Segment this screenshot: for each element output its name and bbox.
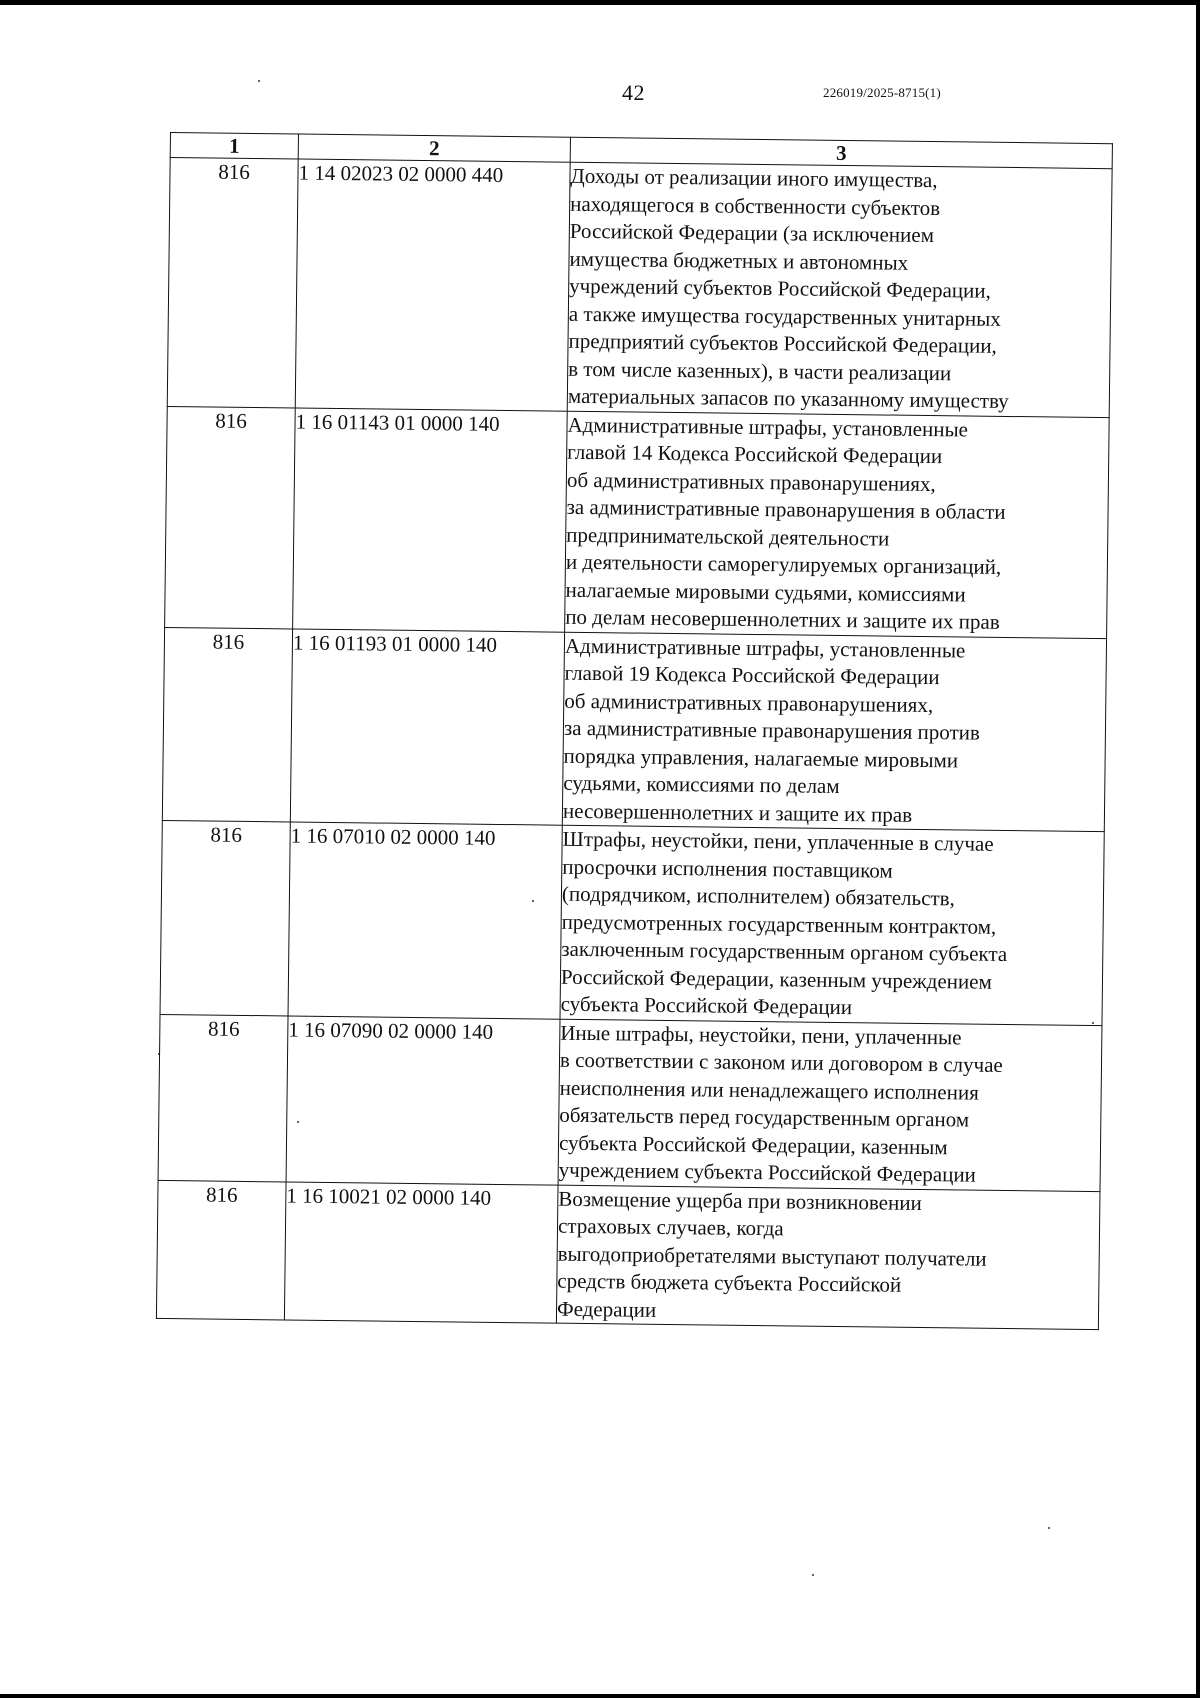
description-line: в соответствии с законом или договором в случае bbox=[559, 1047, 1003, 1077]
column-header-1: 1 bbox=[170, 133, 298, 160]
table-row bbox=[156, 1180, 1100, 1330]
description-line: за административные правонарушения против bbox=[563, 715, 981, 745]
table-row bbox=[165, 406, 1110, 638]
description-line: просрочки исполнения поставщиком bbox=[562, 854, 893, 883]
description-cell bbox=[567, 162, 1112, 417]
scan-speck bbox=[258, 80, 260, 82]
description-line: учреждением субъекта Российской Федерации bbox=[558, 1157, 977, 1187]
description-line: несовершеннолетних и защите их прав bbox=[562, 798, 913, 827]
description-line: предприятий субъектов Российской Федерации, bbox=[568, 328, 997, 358]
description-line: об административных правонарушениях, bbox=[564, 688, 934, 717]
description-line: судьями, комиссиями по делам bbox=[563, 770, 840, 798]
description-line: заключенным государственным органом субъекта bbox=[561, 936, 1008, 966]
description-line: (подрядчиком, исполнителем) обязательств, bbox=[561, 881, 956, 911]
description-line: неисполнения или ненадлежащего исполнения bbox=[559, 1075, 979, 1105]
description-line: Федерации bbox=[556, 1296, 657, 1322]
budget-code-cell: 1 16 10021 02 0000 140 bbox=[284, 1181, 558, 1323]
scan-speck bbox=[812, 1574, 814, 1576]
document-id: 226019/2025-8715(1) bbox=[823, 85, 941, 100]
budget-code-cell: 1 16 01143 01 0000 140 bbox=[293, 408, 568, 632]
description-line: учреждений субъектов Российской Федерации, bbox=[569, 273, 991, 303]
description-line: по делам несовершеннолетних и защите их прав bbox=[565, 604, 1000, 634]
description-line: и деятельности саморегулируемых организаций, bbox=[565, 549, 1002, 579]
table-row bbox=[162, 627, 1106, 832]
description-line: Иные штрафы, неустойки, пени, уплаченные bbox=[560, 1020, 962, 1049]
description-line: субъекта Российской Федерации bbox=[560, 991, 853, 1020]
admin-code-cell: 816 bbox=[156, 1180, 286, 1320]
budget-code-cell: 1 16 07010 02 0000 140 bbox=[288, 822, 562, 1019]
description-line: Российской Федерации (за исключением bbox=[569, 218, 935, 248]
description-line: Российской Федерации, казенным учреждением bbox=[560, 964, 992, 994]
description-line: находящегося в собственности субъектов bbox=[570, 191, 941, 220]
description-line: Административные штрафы, установленные bbox=[564, 633, 966, 662]
description-line: обязательств перед государственным органом bbox=[559, 1102, 970, 1132]
description-line: средств бюджета субъекта Российской bbox=[557, 1268, 902, 1297]
description-line: выгодоприобретателями выступают получатели bbox=[557, 1241, 987, 1271]
description-line: страховых случаев, когда bbox=[557, 1213, 784, 1241]
revenue-codes-table bbox=[156, 132, 1113, 1330]
description-line: предусмотренных государственным контрактом, bbox=[561, 909, 997, 939]
description-line: субъекта Российской Федерации, казенным bbox=[558, 1130, 948, 1159]
description-cell bbox=[558, 1019, 1102, 1191]
description-line: предпринимательской деятельности bbox=[566, 522, 890, 551]
admin-code-cell: 816 bbox=[158, 1014, 288, 1182]
description-cell bbox=[560, 825, 1104, 1025]
description-line: за административные правонарушения в области bbox=[566, 494, 1006, 524]
description-cell bbox=[556, 1185, 1100, 1330]
description-line: а также имущества государственных унитарных bbox=[568, 301, 1001, 331]
admin-code-cell: 816 bbox=[162, 627, 292, 822]
table-row bbox=[158, 1014, 1102, 1191]
description-line: главой 14 Кодекса Российской Федерации bbox=[567, 439, 943, 469]
budget-code-cell: 1 16 07090 02 0000 140 bbox=[286, 1015, 560, 1184]
description-line: порядка управления, налагаемые мировыми bbox=[563, 743, 959, 772]
description-line: Административные штрафы, установленные bbox=[567, 412, 969, 441]
description-line: Возмещение ущерба при возникновении bbox=[558, 1186, 922, 1215]
description-cell bbox=[562, 632, 1106, 832]
column-header-2: 2 bbox=[298, 134, 570, 162]
table-body bbox=[156, 158, 1112, 1330]
description-line: главой 19 Кодекса Российской Федерации bbox=[564, 660, 940, 690]
column-header-3: 3 bbox=[570, 137, 1112, 168]
admin-code-cell: 816 bbox=[165, 406, 296, 629]
table-row bbox=[160, 820, 1104, 1025]
budget-code-cell: 1 16 01193 01 0000 140 bbox=[290, 628, 564, 825]
description-line: Штрафы, неустойки, пени, уплаченные в случае bbox=[562, 826, 994, 856]
description-line: налагаемые мировыми судьями, комиссиями bbox=[565, 577, 966, 606]
admin-code-cell: 816 bbox=[160, 820, 290, 1015]
table-row bbox=[167, 158, 1112, 418]
description-line: материальных запасов по указанному имуществу bbox=[567, 383, 1009, 413]
admin-code-cell: 816 bbox=[167, 158, 298, 408]
description-line: в том числе казенных), в части реализации bbox=[568, 356, 952, 385]
scan-speck bbox=[1048, 1527, 1050, 1529]
page-number: 42 bbox=[622, 80, 645, 105]
scan-edge-mark bbox=[0, 0, 170, 4]
description-line: Доходы от реализации иного имущества, bbox=[570, 163, 938, 193]
description-cell bbox=[565, 411, 1110, 638]
description-line: об административных правонарушениях, bbox=[566, 467, 936, 496]
budget-code-cell: 1 14 02023 02 0000 440 bbox=[295, 159, 570, 411]
description-line: имущества бюджетных и автономных bbox=[569, 246, 909, 275]
